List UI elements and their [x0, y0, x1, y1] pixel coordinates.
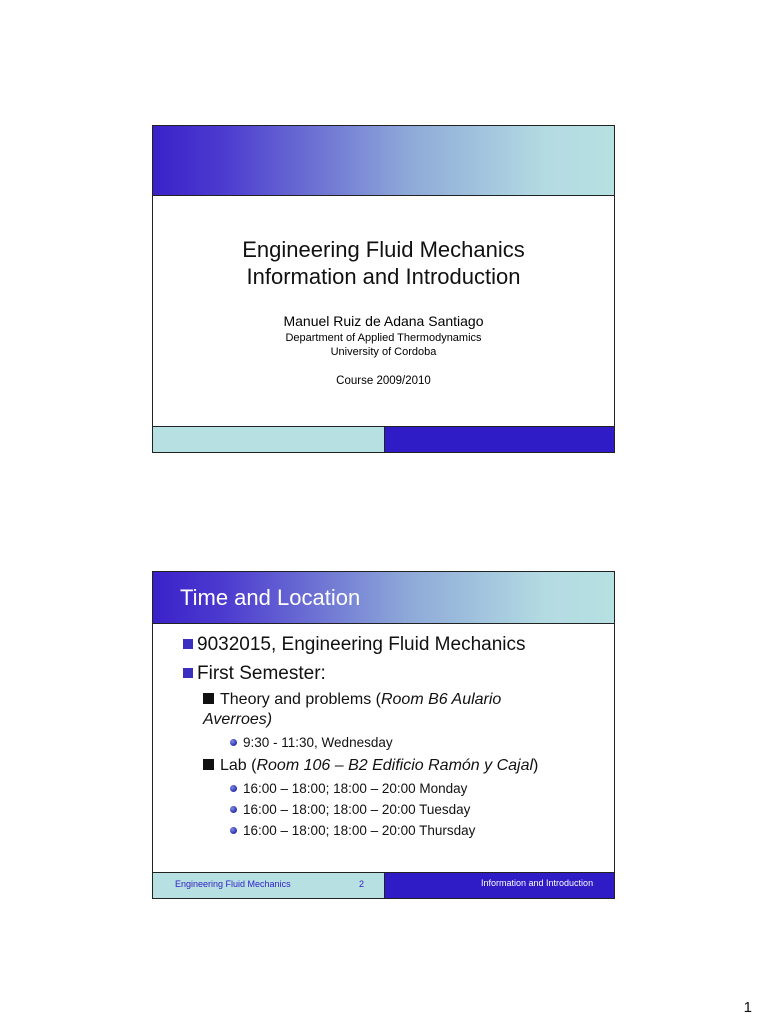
page-number: 1	[743, 999, 752, 1016]
title-slide	[152, 125, 615, 453]
black-square-bullet-icon	[203, 693, 214, 704]
footer-dark-block	[385, 427, 614, 452]
slide-footer	[153, 426, 614, 452]
title-line-1: Engineering Fluid Mechanics	[242, 237, 525, 262]
footer-course-title: Engineering Fluid Mechanics	[175, 879, 291, 889]
footer-light-block	[153, 427, 385, 452]
footer-light-block	[153, 873, 385, 898]
slide-footer	[153, 872, 614, 898]
round-bullet-icon	[230, 739, 237, 746]
time-location-slide	[152, 571, 615, 899]
list-item: 16:00 – 18:00; 18:00 – 20:00 Monday	[230, 781, 467, 796]
square-bullet-icon	[183, 668, 193, 678]
university: University of Cordoba	[330, 346, 437, 358]
slide-number: 2	[359, 879, 365, 889]
list-item: Lab (Room 106 – B2 Edificio Ramón y Cajal)	[203, 756, 538, 776]
author-name: Manuel Ruiz de Adana Santiago	[283, 313, 484, 329]
round-bullet-icon	[230, 827, 237, 834]
footer-dark-block	[385, 873, 614, 898]
header-gradient-band	[153, 572, 614, 624]
list-item: 9032015, Engineering Fluid Mechanics	[183, 634, 526, 656]
theory-room: Room B6 Aulario Averroes)	[203, 691, 502, 728]
list-item: 16:00 – 18:00; 18:00 – 20:00 Thursday	[230, 823, 475, 838]
list-item: First Semester:	[183, 663, 326, 685]
lab-room: Room 106 – B2 Edificio Ramón y Cajal	[256, 757, 534, 774]
black-square-bullet-icon	[203, 759, 214, 770]
list-item: Theory and problems (Room B6 Aulario Averroes)	[203, 691, 502, 728]
title-line-2: Information and Introduction	[246, 264, 521, 289]
list-item: 16:00 – 18:00; 18:00 – 20:00 Tuesday	[230, 802, 470, 817]
round-bullet-icon	[230, 785, 237, 792]
header-gradient-band	[153, 126, 614, 196]
department: Department of Applied Thermodynamics	[285, 332, 482, 344]
list-item: 9:30 - 11:30, Wednesday	[230, 735, 393, 750]
course-year: Course 2009/2010	[336, 375, 431, 387]
slide-title: Time and Location	[180, 585, 361, 610]
affiliation	[153, 331, 614, 359]
footer-subtitle: Information and Introduction	[481, 878, 594, 888]
round-bullet-icon	[230, 806, 237, 813]
slide-title	[153, 236, 614, 290]
square-bullet-icon	[183, 639, 193, 649]
